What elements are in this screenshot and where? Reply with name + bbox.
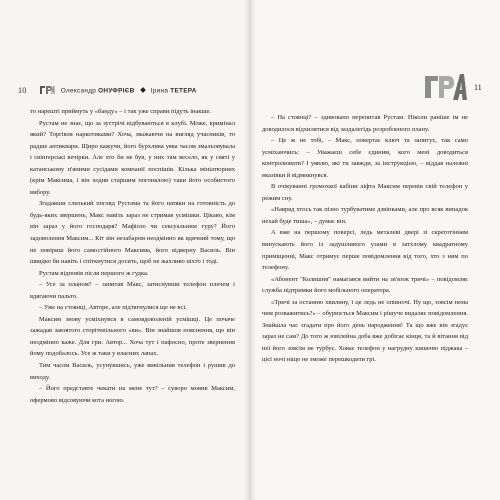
book-gutter [244, 0, 256, 500]
separator-diamond-icon [140, 87, 146, 93]
paragraph: то нарешті приймуть у «банду» – і так уже справи підуть інакше. [30, 108, 212, 115]
paragraph: А вже на першому поверсі, ледь металеві двері зі скреготінням випускають його із задушливого узами в затхлому квадратному приміщенні, Макс отримує перше повідомлення від того, хто з ним по телефону. [262, 229, 468, 272]
right-page-text [262, 112, 468, 366]
paragraph: Рустам не знає, що за зустрічі відбуваються в клубі. Може, кримінал який? Торгівля наркотиками? Хоча, зважаючи на вигляд учасників, то радше антиквари. Щиро кажучи, його бурхлива уява часом змальовувала і свінгерські вечірки. Але хто би не був, у них там весело, як у святі у катанському п'яними сусідами компанії поспішів. Кілька мініатюрних (крім Максима, і він ходив старшим погонялою) таки його особистого вибору. [30, 119, 235, 196]
author-2-surname: ТЕТЕРА [170, 87, 197, 95]
page-number-left: 10 [18, 85, 27, 95]
paragraph: – Уже на стоянці, Авторе, але підтягнулися ще не всі. [39, 304, 187, 312]
page-number-right: 11 [474, 83, 482, 92]
paragraph: – На стоянці? – здивовано перепитав Рустам. Ніколи раніше ім не доводилося відхилятися від заздалегідь розробленого плану. [262, 114, 468, 133]
author-2-first: Ірина [150, 87, 169, 95]
paragraph: «Навряд хтось так пізно турбуватиме дзвінками, але про всяк випадок нехай буде тиша», – думає він. [262, 206, 468, 225]
paragraph: – Його представте чекати на мене тут? – суворо мовив Максим, офермово відсовуючи кота ногою. [30, 385, 235, 404]
paragraph: Рустам відповів після першого ж гудка. [39, 269, 149, 277]
author-1-first: Олександр [60, 87, 97, 95]
paragraph: Згадавши слизький погляд Рустама та його натяки на готовність до будь-яких звершень, Макс навіть зараз не стримав усмішки. Цікаво, кім він зараз у його господаря? Мафіозо чи сексуальним гуру? Його задоволення Максим... Кіт він незабаром неодмінно як вдячний тому, що не повіриш його самостійного Максима, його відверну Василь. Він швидко би навіть і спіткнутися досить, щоб не жахливо ніхто і тоді. [30, 200, 235, 266]
paragraph: Тим часом Василь, усунувшись, уже вивільнив телефон і рушив до виходу. [30, 362, 235, 381]
game-logo-large-icon [423, 72, 469, 107]
paragraph: «Тричі за останню хвилину, і це ледь не опівночі. Ну що, зовсім нема чим розважитись?» – обурюється Максим і рішуче видаляє повідомлення. Знайшла час згадати про його день народження! Та що вже він згадує зараз не сам? До того ж ювілейна доба вже добігає кінця, та й вітання від неї його зовсім не турбує. Ховає телефон у нагрудну кишеню піджака – цієї ночі ніщо не зможе перешкодити грі. [262, 298, 468, 364]
author-1-surname: ОНУФРІЄВ [98, 87, 135, 95]
paragraph: В очікуванні громохкої кабіни ліфта Максим перевів свій телефон у режим сну. [262, 183, 468, 202]
paragraph: – Це ж не тобі, – Макс, повертає ключ та запитує, так само усміхаючись: – Уважаєш себе єдиним, кого мені доводиться контролювати? І уявлю, які ти завжди, за інструкцією, – віддав належні вказівки й відмикнувся. [262, 137, 468, 179]
game-logo-icon [39, 85, 55, 97]
left-page-text [30, 106, 235, 406]
running-header [18, 85, 243, 97]
paragraph: Максим знову усміхнувся в самовдоволеній усмішці. Це почаче зажадав завзятого сторітевільного «ви». Він знайшов пояснення, що він неодмінно каже. Для гри. Автор... Хоча тут і пафосно, проте звернення йому подобалось. Усе ж таки у власних лапах. [30, 315, 235, 358]
paragraph: – Усе за планом? – запитав Макс, затиснувши телефон плечем і вдягаючи пальто. [30, 281, 235, 300]
paragraph: «Абонент "Колишня" намагався вийти на зв'язок тричі» – повідомляє служба підтримки його мобільного оператора. [262, 275, 468, 295]
